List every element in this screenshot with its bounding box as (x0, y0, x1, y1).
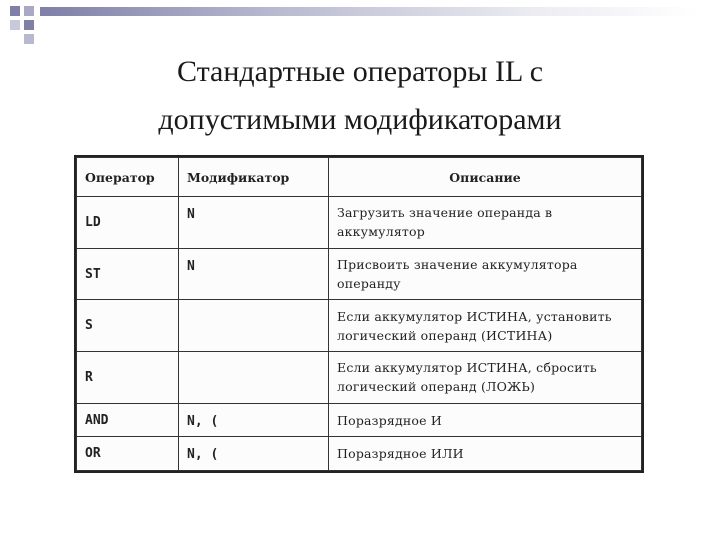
cell-modifier (179, 300, 329, 352)
slide-title-line-1: Стандартные операторы IL с (176, 55, 544, 88)
cell-description: Если аккумулятор ИСТИНА, сбросить логический операнд (ЛОЖЬ) (329, 352, 642, 404)
header-operator: Оператор (77, 158, 179, 197)
cell-operator: R (77, 352, 179, 404)
decor-square (24, 20, 34, 30)
cell-operator: AND (77, 403, 179, 437)
cell-modifier: N (179, 248, 329, 300)
table-row (77, 352, 642, 404)
decor-square (24, 6, 34, 16)
decorative-gradient-bar (40, 7, 700, 16)
cell-modifier: N, ( (179, 403, 329, 437)
cell-description: Если аккумулятор ИСТИНА, установить логический операнд (ИСТИНА) (329, 300, 642, 352)
cell-description: Присвоить значение аккумулятора операнду (329, 248, 642, 300)
table-row (77, 437, 642, 471)
slide-title-line-2: допустимыми модификаторами (158, 103, 562, 136)
cell-modifier: N (179, 197, 329, 249)
cell-operator: ST (77, 248, 179, 300)
table-row (77, 300, 642, 352)
table-header-row (77, 158, 642, 197)
cell-description: Загрузить значение операнда в аккумулятор (329, 197, 642, 249)
operators-table (76, 157, 642, 471)
cell-description: Поразрядное И (329, 403, 642, 437)
cell-operator: LD (77, 197, 179, 249)
cell-modifier (179, 352, 329, 404)
table-row (77, 197, 642, 249)
header-modifier: Модификатор (179, 158, 329, 197)
cell-modifier: N, ( (179, 437, 329, 471)
header-description: Описание (329, 158, 642, 197)
table-row (77, 248, 642, 300)
operators-table-image (74, 155, 644, 473)
cell-description: Поразрядное ИЛИ (329, 437, 642, 471)
cell-operator: OR (77, 437, 179, 471)
decor-square (24, 34, 34, 44)
cell-operator: S (77, 300, 179, 352)
slide-title (60, 48, 660, 144)
table-row (77, 403, 642, 437)
decor-square (10, 6, 20, 16)
decor-square (10, 20, 20, 30)
